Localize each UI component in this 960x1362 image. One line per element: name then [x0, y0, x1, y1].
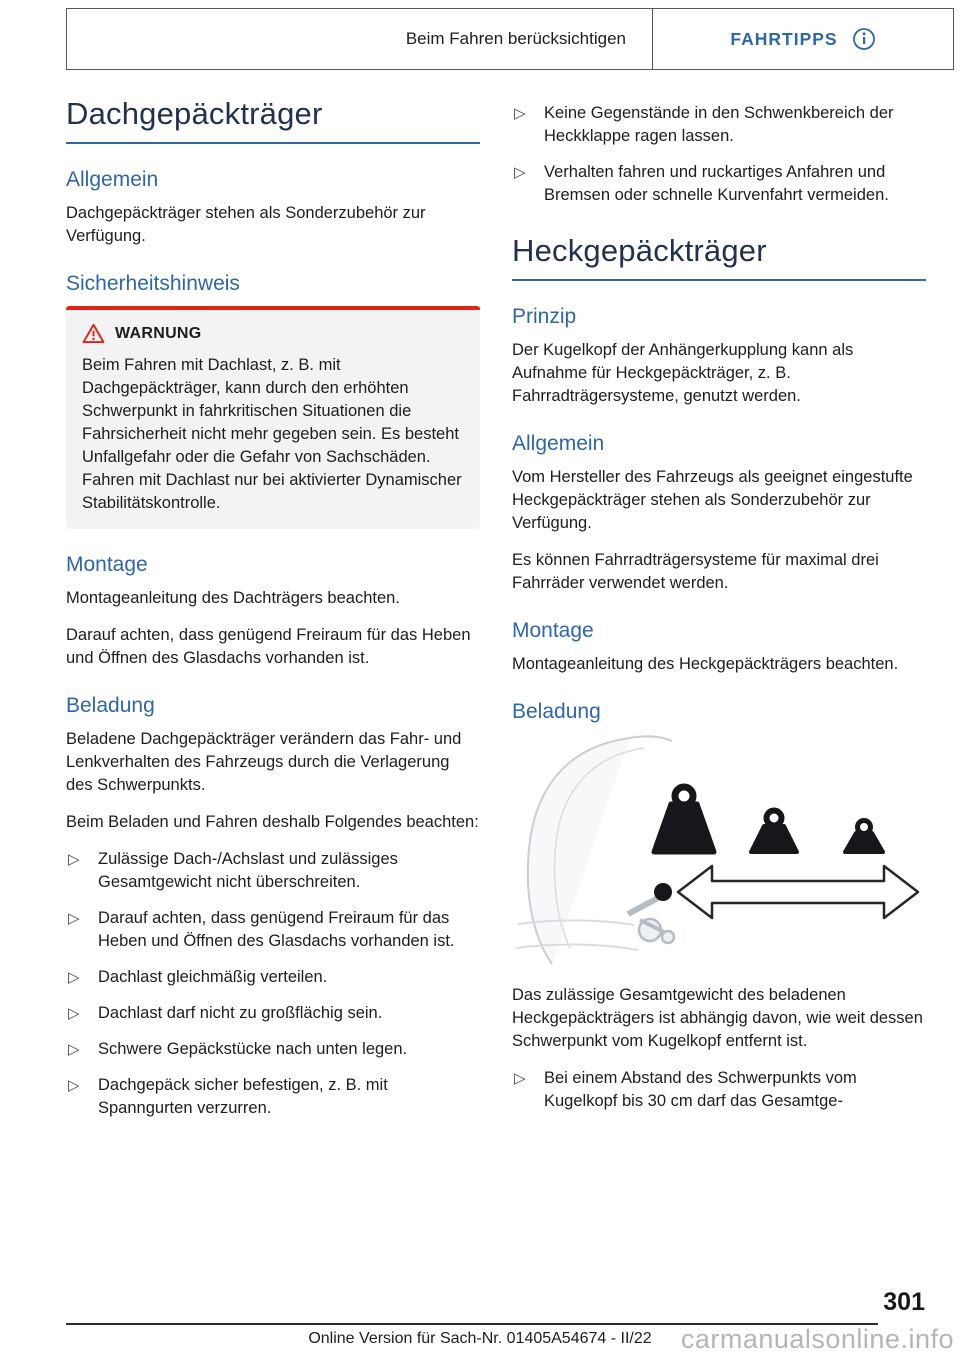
header-context-title: Beim Fahren berücksichtigen	[67, 9, 653, 69]
paragraph: Vom Hersteller des Fahrzeugs als geeignet eingestufte Heckgepäckträger stehen als Sonderzubehör zur Verfügung.	[512, 468, 913, 532]
section-heading-montage: Montage	[66, 553, 148, 576]
list-item-text: Dachlast darf nicht zu großflächig sein.	[98, 1004, 383, 1022]
watermark-text: carmanualsonline.info	[680, 1324, 954, 1354]
list-item	[66, 1074, 480, 1120]
chapter-label: FAHRTIPPS	[730, 28, 838, 49]
left-column	[66, 96, 480, 1133]
paragraph: Dachgepäckträger stehen als Sonderzubehör zur Verfügung.	[66, 204, 426, 245]
list-item	[66, 907, 480, 953]
page-title-dachgepaecktraeger: Dachgepäckträger	[66, 96, 323, 131]
header-chapter	[653, 9, 953, 69]
footer-version-text: Online Version für Sach-Nr. 01405A54674 - II/22	[308, 1330, 652, 1347]
list-item	[66, 848, 480, 894]
list-item-text: Verhalten fahren und ruckartiges Anfahren und Bremsen oder schnelle Kurvenfahrt vermeiden.	[544, 163, 889, 204]
list-item	[66, 966, 480, 989]
section-heading-prinzip: Prinzip	[512, 305, 577, 328]
warning-triangle-icon	[82, 323, 105, 344]
warning-header	[82, 323, 464, 344]
section-heading-beladung: Beladung	[512, 700, 601, 723]
triangle-bullet-icon: ▷	[68, 1077, 80, 1094]
paragraph: Montageanleitung des Heckgepäckträgers beachten.	[512, 655, 899, 673]
paragraph: Beladene Dachgepäckträger verändern das Fahr- und Lenkverhalten des Fahrzeugs durch die Verlagerung des Schwerpunkts.	[66, 730, 462, 794]
triangle-bullet-icon: ▷	[514, 164, 526, 181]
section-heading-allgemein: Allgemein	[66, 168, 159, 191]
rear-carrier-load-figure	[512, 734, 926, 966]
list-item-text: Bei einem Abstand des Schwerpunkts vom Kugelkopf bis 30 cm darf das Gesamtge-	[544, 1069, 857, 1110]
list-item-text: Keine Gegenstände in den Schwenkbereich der Heckklappe ragen lassen.	[544, 104, 894, 145]
bullet-list-distance	[512, 1067, 926, 1113]
info-icon	[852, 27, 876, 51]
paragraph: Der Kugelkopf der Anhängerkupplung kann als Aufnahme für Heckgepäckträger, z. B. Fahrradträgersysteme, genutzt werden.	[512, 341, 854, 405]
paragraph: Es können Fahrradträgersysteme für maximal drei Fahrräder verwendet werden.	[512, 551, 879, 592]
triangle-bullet-icon: ▷	[68, 910, 80, 927]
warning-text: Beim Fahren mit Dachlast, z. B. mit Dachgepäckträger, kann durch den erhöhten Schwerpunkt in fahrkritischen Situationen die Fahrsicherheit nicht mehr gegeben sein. Es besteht Unfallgefahr oder die Gefahr von Sachschäden. Fahren mit Dachlast nur bei aktivierter Dynamischer Stabilitätskontrolle.	[82, 356, 462, 512]
triangle-bullet-icon: ▷	[514, 105, 526, 122]
title-rule	[512, 279, 926, 281]
paragraph: Montageanleitung des Dachträgers beachten.	[66, 589, 400, 607]
list-item-text: Schwere Gepäckstücke nach unten legen.	[98, 1040, 408, 1058]
list-item	[66, 1002, 480, 1025]
list-item	[512, 102, 926, 148]
right-column	[512, 96, 926, 1126]
list-item-text: Zulässige Dach-/Achslast und zulässiges Gesamtgewicht nicht überschreiten.	[98, 850, 398, 891]
bullet-list-roof-loading	[66, 848, 480, 1120]
section-heading-allgemein: Allgemein	[512, 432, 605, 455]
triangle-bullet-icon: ▷	[68, 969, 80, 986]
paragraph: Beim Beladen und Fahren deshalb Folgendes beachten:	[66, 813, 479, 831]
list-item-text: Dachgepäck sicher befestigen, z. B. mit Spanngurten verzurren.	[98, 1076, 388, 1117]
triangle-bullet-icon: ▷	[68, 851, 80, 868]
title-rule	[66, 142, 480, 144]
list-item	[66, 1038, 480, 1061]
section-heading-sicherheitshinweis: Sicherheitshinweis	[66, 272, 240, 295]
list-item-text: Dachlast gleichmäßig verteilen.	[98, 968, 328, 986]
triangle-bullet-icon: ▷	[68, 1005, 80, 1022]
bullet-list-continued	[512, 102, 926, 207]
paragraph: Das zulässige Gesamtgewicht des beladenen Heckgepäckträgers ist abhängig davon, wie weit dessen Schwerpunkt vom Kugelkopf entfernt ist.	[512, 986, 923, 1050]
page-header	[66, 8, 954, 70]
page-number: 301	[883, 1288, 925, 1316]
triangle-bullet-icon: ▷	[514, 1070, 526, 1087]
paragraph: Darauf achten, dass genügend Freiraum für das Heben und Öffnen des Glasdachs vorhanden ist.	[66, 626, 471, 667]
page-title-heckgepaecktraeger: Heckgepäckträger	[512, 233, 767, 268]
section-heading-beladung: Beladung	[66, 694, 155, 717]
section-heading-montage: Montage	[512, 619, 594, 642]
triangle-bullet-icon: ▷	[68, 1041, 80, 1058]
warning-box	[66, 306, 480, 529]
list-item-text: Darauf achten, dass genügend Freiraum für das Heben und Öffnen des Glasdachs vorhanden ist.	[98, 909, 455, 950]
list-item	[512, 1067, 926, 1113]
list-item	[512, 161, 926, 207]
warning-label: WARNUNG	[115, 324, 202, 342]
